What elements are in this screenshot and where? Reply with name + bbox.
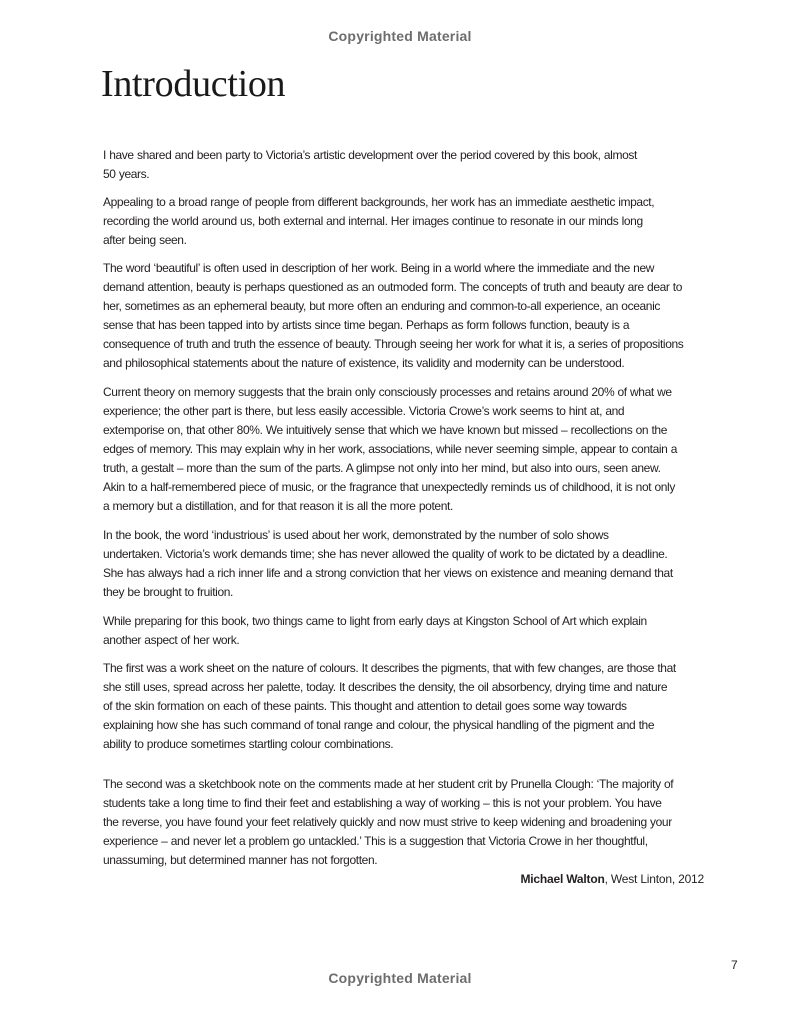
text-line: they be brought to fruition.	[103, 585, 233, 599]
text-line: after being seen.	[103, 233, 187, 247]
text-line: Akin to a half-remembered piece of music, or the fragrance that unexpectedly reminds us of childhood, it is not only	[103, 480, 675, 494]
text-line: and philosophical statements about the nature of existence, its validity and modernity can be understood.	[103, 356, 625, 370]
text-line: undertaken. Victoria’s work demands time; she has never allowed the quality of work to be dictated by a deadline.	[103, 547, 668, 561]
text-line: The word ‘beautiful’ is often used in description of her work. Being in a world where the immediate and the new	[103, 261, 655, 275]
text-line: The first was a work sheet on the nature of colours. It describes the pigments, that with few changes, are those that	[103, 661, 676, 675]
paragraph	[103, 526, 723, 602]
text-line: truth, a gestalt – more than the sum of the parts. A glimpse not only into her mind, but also into ours, seen anew.	[103, 461, 661, 475]
signature	[521, 870, 705, 889]
text-line: sense that has been tapped into by artists since time began. Perhaps as form follows function, beauty is a	[103, 318, 630, 332]
text-line: experience – and never let a problem go untackled.’ This is a suggestion that Victoria Crowe in her thoughtful,	[103, 834, 648, 848]
text-line: extemporise on, that other 80%. We intuitively sense that which we have known but missed – recollections on the	[103, 423, 667, 437]
text-line: 50 years.	[103, 167, 150, 181]
text-line: explaining how she has such command of tonal range and colour, the physical handling of the pigment and the	[103, 718, 655, 732]
text-line: Current theory on memory suggests that the brain only consciously processes and retains around 20% of what we	[103, 385, 672, 399]
text-line: In the book, the word ‘industrious’ is used about her work, demonstrated by the number of solo shows	[103, 528, 609, 542]
paragraph	[103, 612, 723, 650]
text-line: another aspect of her work.	[103, 633, 240, 647]
paragraph	[103, 146, 723, 184]
text-line: I have shared and been party to Victoria’s artistic development over the period covered by this book, almost	[103, 148, 637, 162]
paragraph	[103, 775, 723, 870]
text-line: students take a long time to find their feet and establishing a way of working – this is not your problem. You have	[103, 796, 662, 810]
text-line: The second was a sketchbook note on the comments made at her student crit by Prunella Clough: ‘The majority of	[103, 777, 674, 791]
text-line: recording the world around us, both external and internal. Her images continue to resonate in our minds long	[103, 214, 643, 228]
text-line: While preparing for this book, two things came to light from early days at Kingston School of Art which explain	[103, 614, 647, 628]
paragraph	[103, 383, 723, 516]
text-line: experience; the other part is there, but less easily accessible. Victoria Crowe’s work seems to hint at, and	[103, 404, 625, 418]
signature-place-date: , West Linton, 2012	[604, 872, 704, 886]
paragraph	[103, 259, 723, 373]
text-line: a memory but a distillation, and for that reason it is all the more potent.	[103, 499, 453, 513]
text-line: demand attention, beauty is perhaps questioned as an outmoded form. The concepts of truth and beauty are dear to	[103, 280, 683, 294]
text-line: edges of memory. This may explain why in her work, associations, while never seeming simple, appear to contain a	[103, 442, 678, 456]
text-line: of the skin formation on each of these paints. This thought and attention to detail goes some way towards	[103, 699, 627, 713]
page-title: Introduction	[101, 63, 286, 105]
copyright-watermark-bottom: Copyrighted Material	[328, 970, 472, 986]
text-line: her, sometimes as an ephemeral beauty, but more often an enduring and common-to-all experience, an oceanic	[103, 299, 661, 313]
paragraph	[103, 193, 723, 250]
paragraph	[103, 659, 723, 754]
page-number: 7	[731, 958, 738, 972]
text-line: consequence of truth and truth the essence of beauty. Through seeing her work for what it is, a series of propositions	[103, 337, 684, 351]
text-line: ability to produce sometimes startling colour combinations.	[103, 737, 394, 751]
text-line: she still uses, spread across her palette, today. It describes the density, the oil absorbency, drying time and nature	[103, 680, 668, 694]
copyright-watermark-top: Copyrighted Material	[328, 28, 472, 44]
text-line: Appealing to a broad range of people from different backgrounds, her work has an immediate aesthetic impact,	[103, 195, 655, 209]
signature-author: Michael Walton	[520, 872, 605, 886]
text-line: the reverse, you have found your feet relatively quickly and now must strive to keep widening and broadening your	[103, 815, 672, 829]
text-line: unassuming, but determined manner has not forgotten.	[103, 853, 378, 867]
text-line: She has always had a rich inner life and a strong conviction that her views on existence and meaning demand that	[103, 566, 673, 580]
